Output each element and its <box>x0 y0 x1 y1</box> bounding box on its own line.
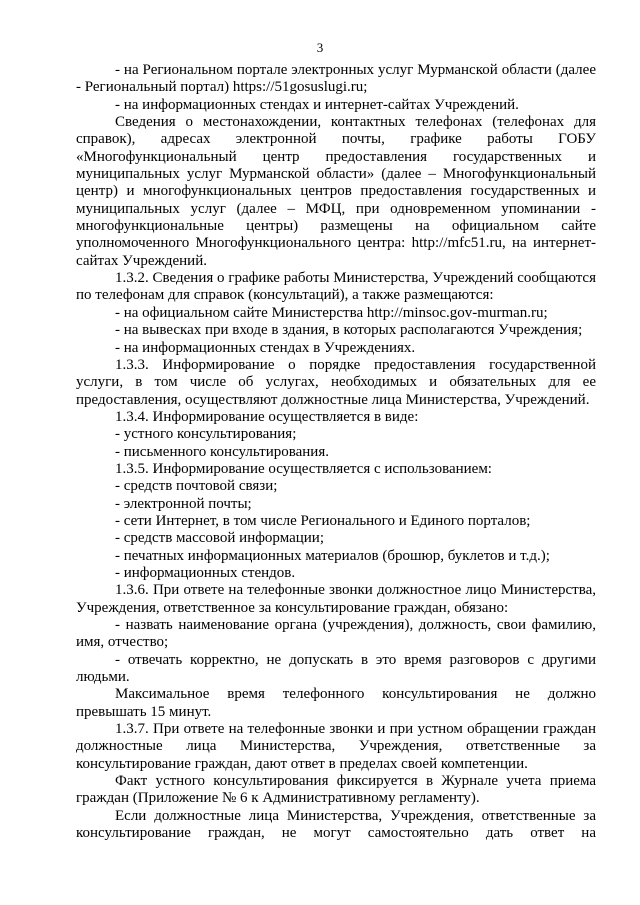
paragraph: - на информационных стендах и интернет-сайтах Учреждений. <box>115 96 519 113</box>
paragraph: - отвечать корректно, не допускать в это время разговоров с другими людьми. <box>76 651 596 686</box>
paragraph: 1.3.6. При ответе на телефонные звонки должностное лицо Министерства, Учреждения, ответственное за консультирование граждан, обязано: <box>76 582 596 616</box>
paragraph: 1.3.5. Информирование осуществляется с использованием: <box>115 460 492 477</box>
paragraph: - назвать наименование органа (учреждения), должность, свои фамилию, имя, отчество; <box>76 617 596 651</box>
paragraph: Факт устного консультирования фиксируется в Журнале учета приема граждан (Приложение № 6 к Административному регламенту). <box>76 773 596 807</box>
paragraph: 1.3.7. При ответе на телефонные звонки и при устном обращении граждан должностные лица Министерства, Учреждения, ответственные за консультирование граждан, дают ответ в пределах своей компетенции. <box>76 721 596 772</box>
paragraph: - средств почтовой связи; <box>115 478 278 495</box>
paragraph: Сведения о местонахождении, контактных телефонах (телефонах для справок), адресах электронной почты, графике работы ГОБУ «Многофункциональный центр предоставления государственных и муниципальных услуг Мурманской области» (далее – Многофункциональный центр) и многофункциональных центров предоставления государственных и муниципальных услуг (далее – МФЦ, при одновременном упоминании - многофункциональные центры) размещены на официальном сайте уполномоченного Многофункционального центра: http://mfc51.ru, на интернет-сайтах Учреждений. <box>76 114 596 269</box>
paragraph: - на вывесках при входе в здания, в которых располагаются Учреждения; <box>115 322 583 339</box>
paragraph: - на Региональном портале электронных услуг Мурманской области (далее - Региональный портал) https://51gosuslugi.ru; <box>76 62 596 96</box>
paragraph: - на официальном сайте Министерства http://minsoc.gov-murman.ru; <box>115 304 548 321</box>
paragraph: - устного консультирования; <box>115 426 297 443</box>
paragraph: 1.3.4. Информирование осуществляется в виде: <box>115 408 419 425</box>
paragraph: - на информационных стендах в Учреждениях. <box>115 339 416 356</box>
paragraph: 1.3.3. Информирование о порядке предоставления государственной услуги, в том числе об услугах, необходимых и обязательных для ее предоставления, осуществляют должностные лица Министерства, Учреждений. <box>76 356 596 408</box>
paragraph: - письменного консультирования. <box>115 443 329 460</box>
paragraph: Если должностные лица Министерства, Учреждения, ответственные за консультирование граждан, не могут самостоятельно дать ответ на <box>76 807 596 842</box>
paragraph: - средств массовой информации; <box>115 530 325 547</box>
paragraph: - электронной почты; <box>115 495 252 512</box>
paragraph: 1.3.2. Сведения о графике работы Министерства, Учреждений сообщаются по телефонам для справок (консультаций), а также размещаются: <box>76 270 596 304</box>
paragraph: Максимальное время телефонного консультирования не должно превышать 15 минут. <box>76 686 596 720</box>
paragraph: - сети Интернет, в том числе Регионального и Единого порталов; <box>115 512 531 529</box>
paragraph: - печатных информационных материалов (брошюр, буклетов и т.д.); <box>115 547 550 564</box>
page-number: 3 <box>316 40 324 55</box>
document-body <box>76 62 596 842</box>
paragraph: - информационных стендов. <box>115 564 296 581</box>
